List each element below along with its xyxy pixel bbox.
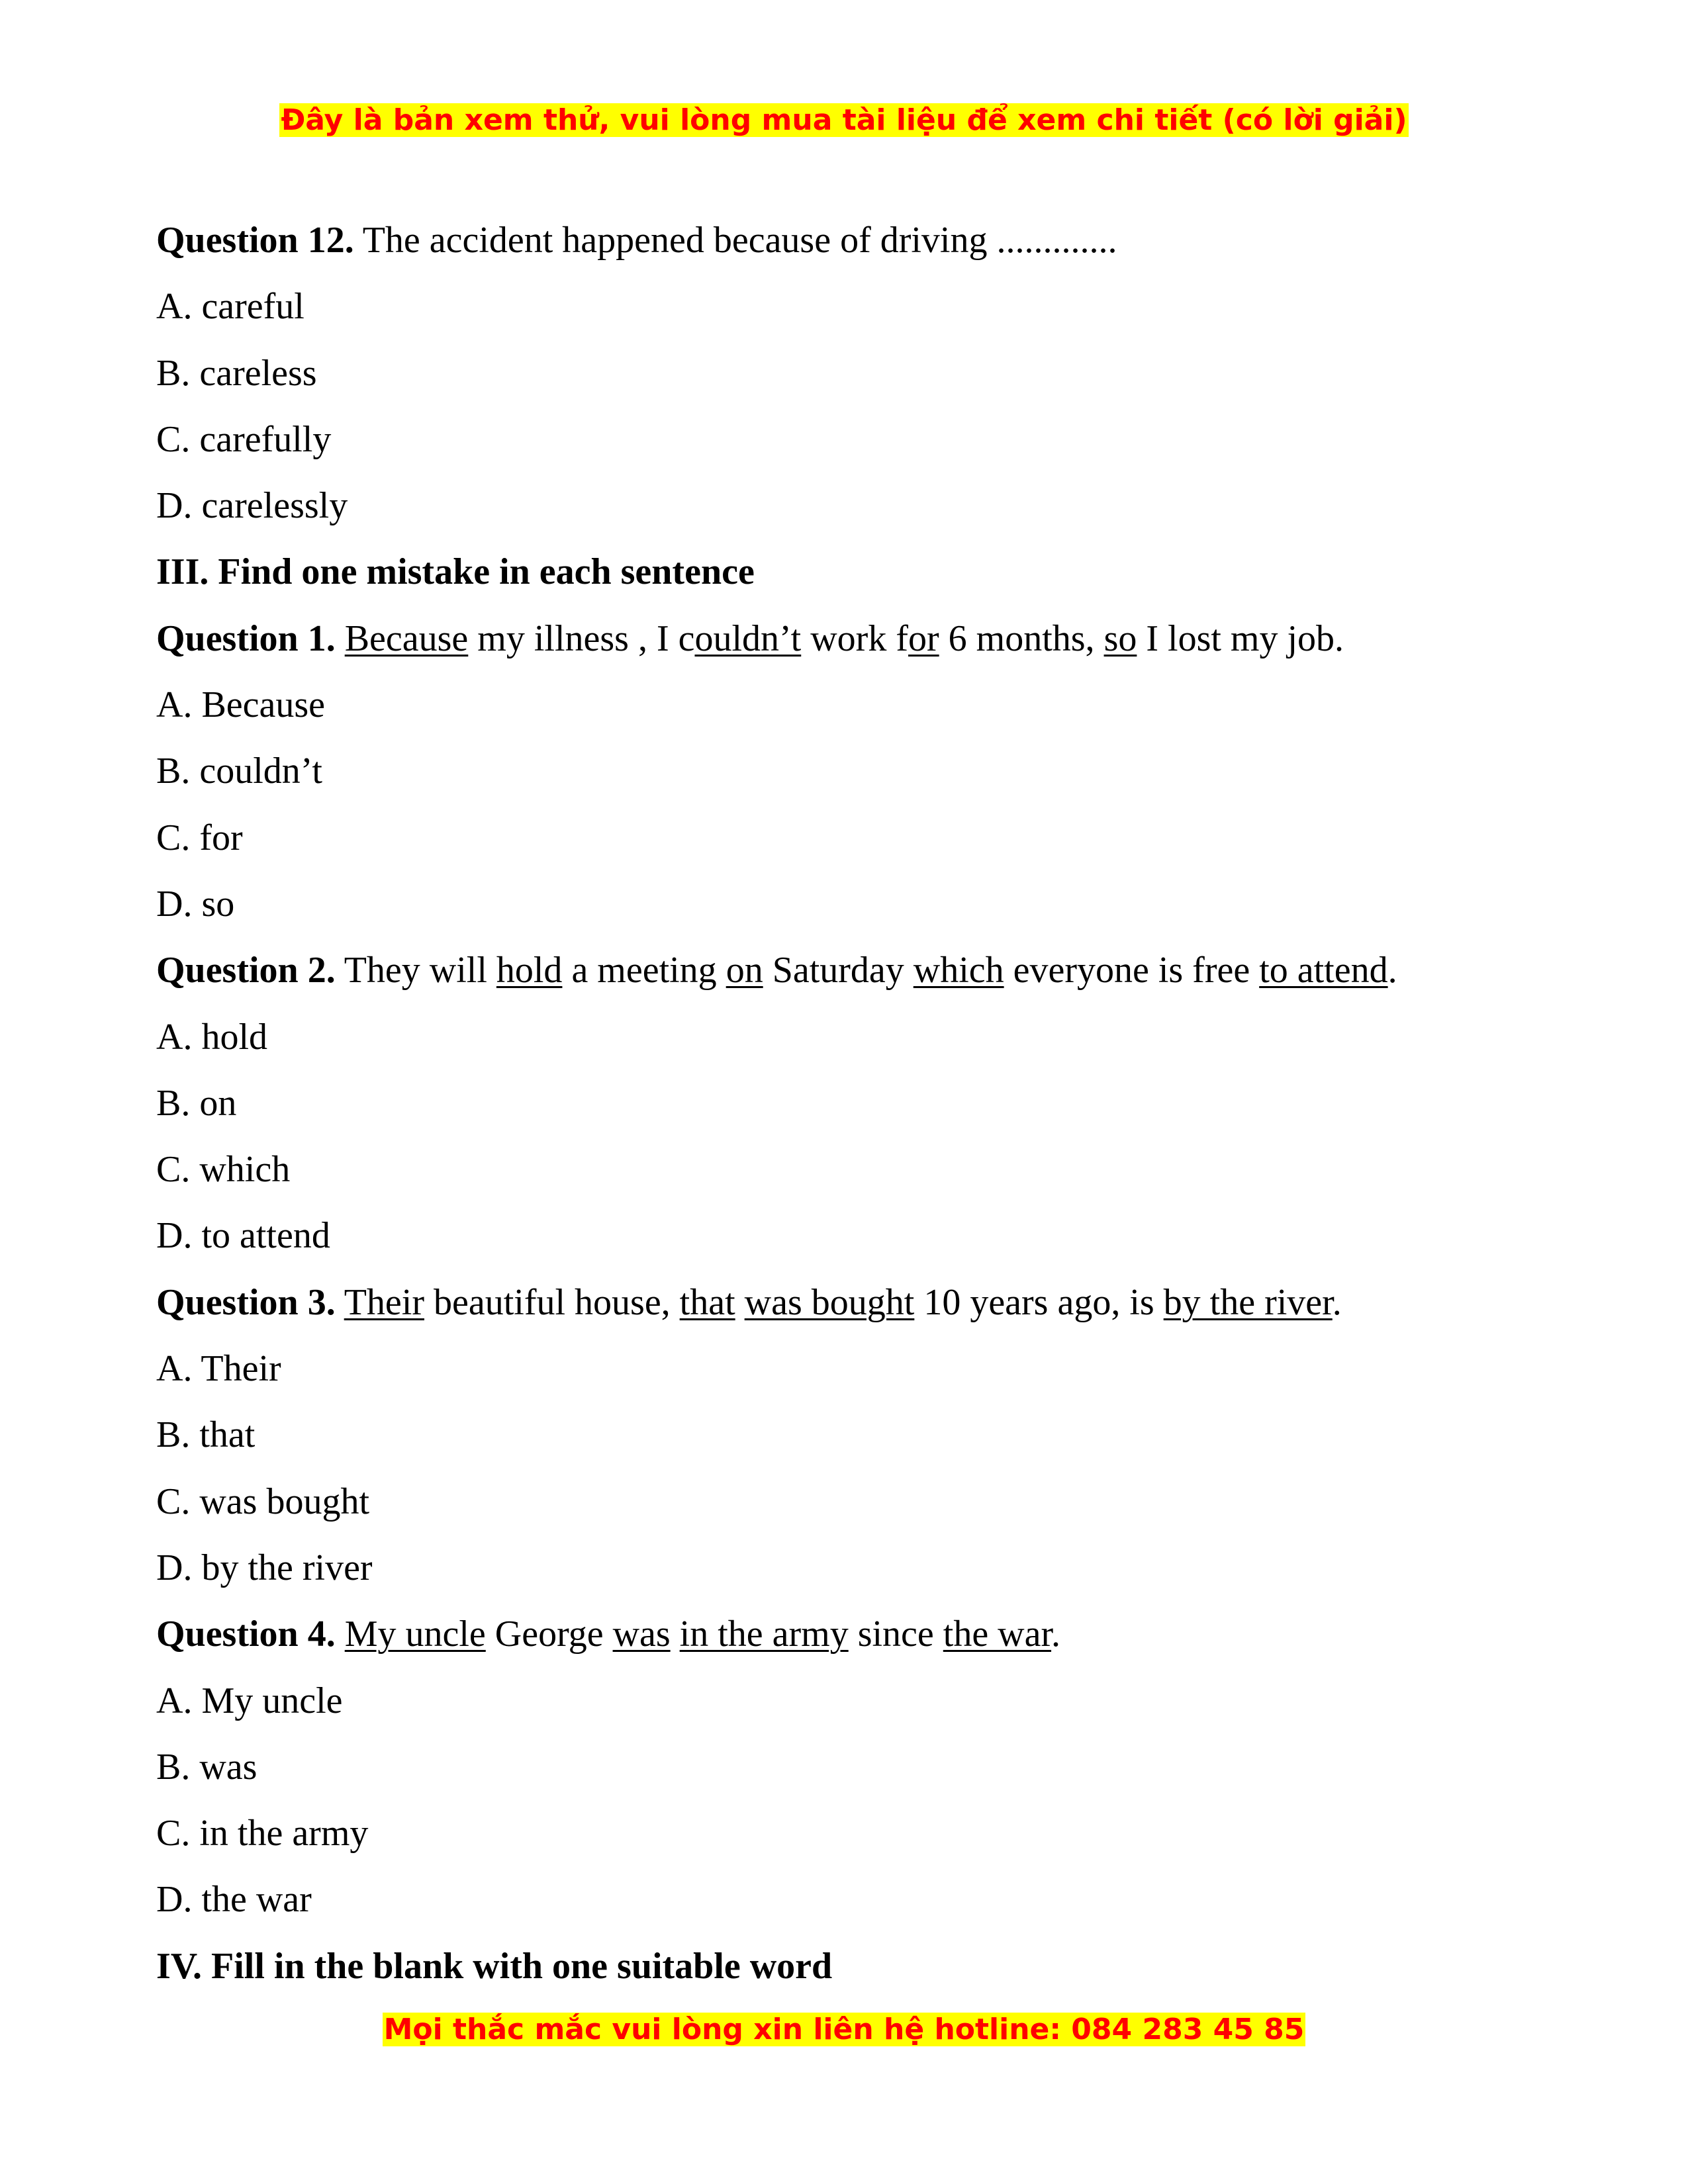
- question-text-segment: 10 years ago, is: [914, 1281, 1164, 1323]
- question-label: Question 2.: [156, 950, 336, 991]
- option-a: A. careful: [156, 286, 305, 328]
- option-a: A. Because: [156, 684, 326, 726]
- question-12: [156, 207, 1546, 273]
- option-c: C. in the army: [156, 1813, 369, 1854]
- section-heading: IV. Fill in the blank with one suitable word: [156, 1945, 833, 1987]
- question-label: Question 3.: [156, 1281, 336, 1323]
- underlined-segment: the war: [943, 1614, 1052, 1655]
- question-1: [156, 606, 1546, 672]
- question-text-segment: [735, 1282, 745, 1323]
- question-text-segment: [336, 618, 345, 659]
- option-b: B. careless: [156, 352, 317, 394]
- question-text-segment: .: [1332, 1281, 1342, 1323]
- preview-notice-text: Đây là bản xem thử, vui lòng mua tài liệu để xem chi tiết (có lời giải): [281, 103, 1407, 137]
- underlined-segment: My uncle: [344, 1614, 486, 1655]
- option-a: A. hold: [156, 1016, 267, 1058]
- hotline-text: Mọi thắc mắc vui lòng xin liên hệ hotline: 084 283 45 85: [383, 2013, 1305, 2046]
- question-text-segment: a meeting: [562, 950, 726, 991]
- question-text-segment: Saturday: [763, 950, 914, 991]
- option-d: D. to attend: [156, 1215, 330, 1257]
- question-text-segment: [336, 1614, 345, 1655]
- underlined-segment: which: [913, 950, 1004, 991]
- question-3: [156, 1269, 1546, 1336]
- option-d: D. the war: [156, 1879, 312, 1921]
- option-c: C. carefully: [156, 418, 332, 460]
- question-text-segment: They will: [335, 950, 496, 991]
- option-d: D. by the river: [156, 1547, 373, 1588]
- question-label: Question 12.: [156, 220, 354, 261]
- question-2: [156, 937, 1546, 1003]
- underlined-segment: or: [908, 617, 939, 659]
- option-a: A. My uncle: [156, 1680, 343, 1721]
- question-text: The accident happened because of driving .............: [353, 220, 1117, 261]
- question-text-segment: 6 months,: [939, 617, 1104, 659]
- question-text-segment: work f: [801, 617, 908, 659]
- option-c: C. which: [156, 1149, 291, 1191]
- question-text-segment: everyone is free: [1004, 950, 1260, 991]
- option-d: D. carelessly: [156, 485, 348, 527]
- underlined-segment: that: [679, 1281, 735, 1323]
- underlined-segment: was: [612, 1614, 671, 1655]
- question-text-segment: George: [485, 1614, 613, 1655]
- underlined-segment: hold: [496, 950, 563, 991]
- question-text-segment: [671, 1614, 680, 1655]
- question-4: [156, 1601, 1546, 1667]
- option-c: C. for: [156, 817, 243, 858]
- question-text-segment: beautiful house,: [424, 1281, 680, 1323]
- option-a: A. Their: [156, 1348, 281, 1390]
- option-b: B. couldn’t: [156, 751, 322, 792]
- underlined-segment: was bought: [744, 1281, 915, 1323]
- option-c: C. was bought: [156, 1480, 369, 1522]
- hotline-banner: [0, 2010, 1688, 2050]
- document-content: [156, 207, 1546, 1999]
- question-text-segment: my illness , I c: [468, 617, 695, 659]
- question-text-segment: [336, 1282, 344, 1323]
- question-label: Question 4.: [156, 1614, 336, 1655]
- question-text-segment: I lost my job.: [1137, 617, 1344, 659]
- option-b: B. that: [156, 1414, 256, 1456]
- underlined-segment: Their: [344, 1281, 424, 1323]
- option-b: B. was: [156, 1746, 258, 1788]
- underlined-segment: Because: [344, 617, 469, 659]
- underlined-segment: by the river: [1163, 1281, 1333, 1323]
- option-d: D. so: [156, 883, 235, 925]
- underlined-segment: on: [726, 950, 763, 991]
- question-text-segment: .: [1387, 950, 1397, 991]
- underlined-segment: to attend: [1259, 950, 1388, 991]
- option-b: B. on: [156, 1082, 237, 1124]
- preview-notice-banner: [0, 101, 1688, 140]
- underlined-segment: so: [1103, 617, 1137, 659]
- section-heading: III. Find one mistake in each sentence: [156, 551, 755, 593]
- underlined-segment: ouldn’t: [694, 617, 802, 659]
- question-text-segment: .: [1051, 1614, 1061, 1655]
- underlined-segment: in the army: [679, 1614, 849, 1655]
- question-text-segment: since: [848, 1614, 943, 1655]
- question-label: Question 1.: [156, 617, 336, 659]
